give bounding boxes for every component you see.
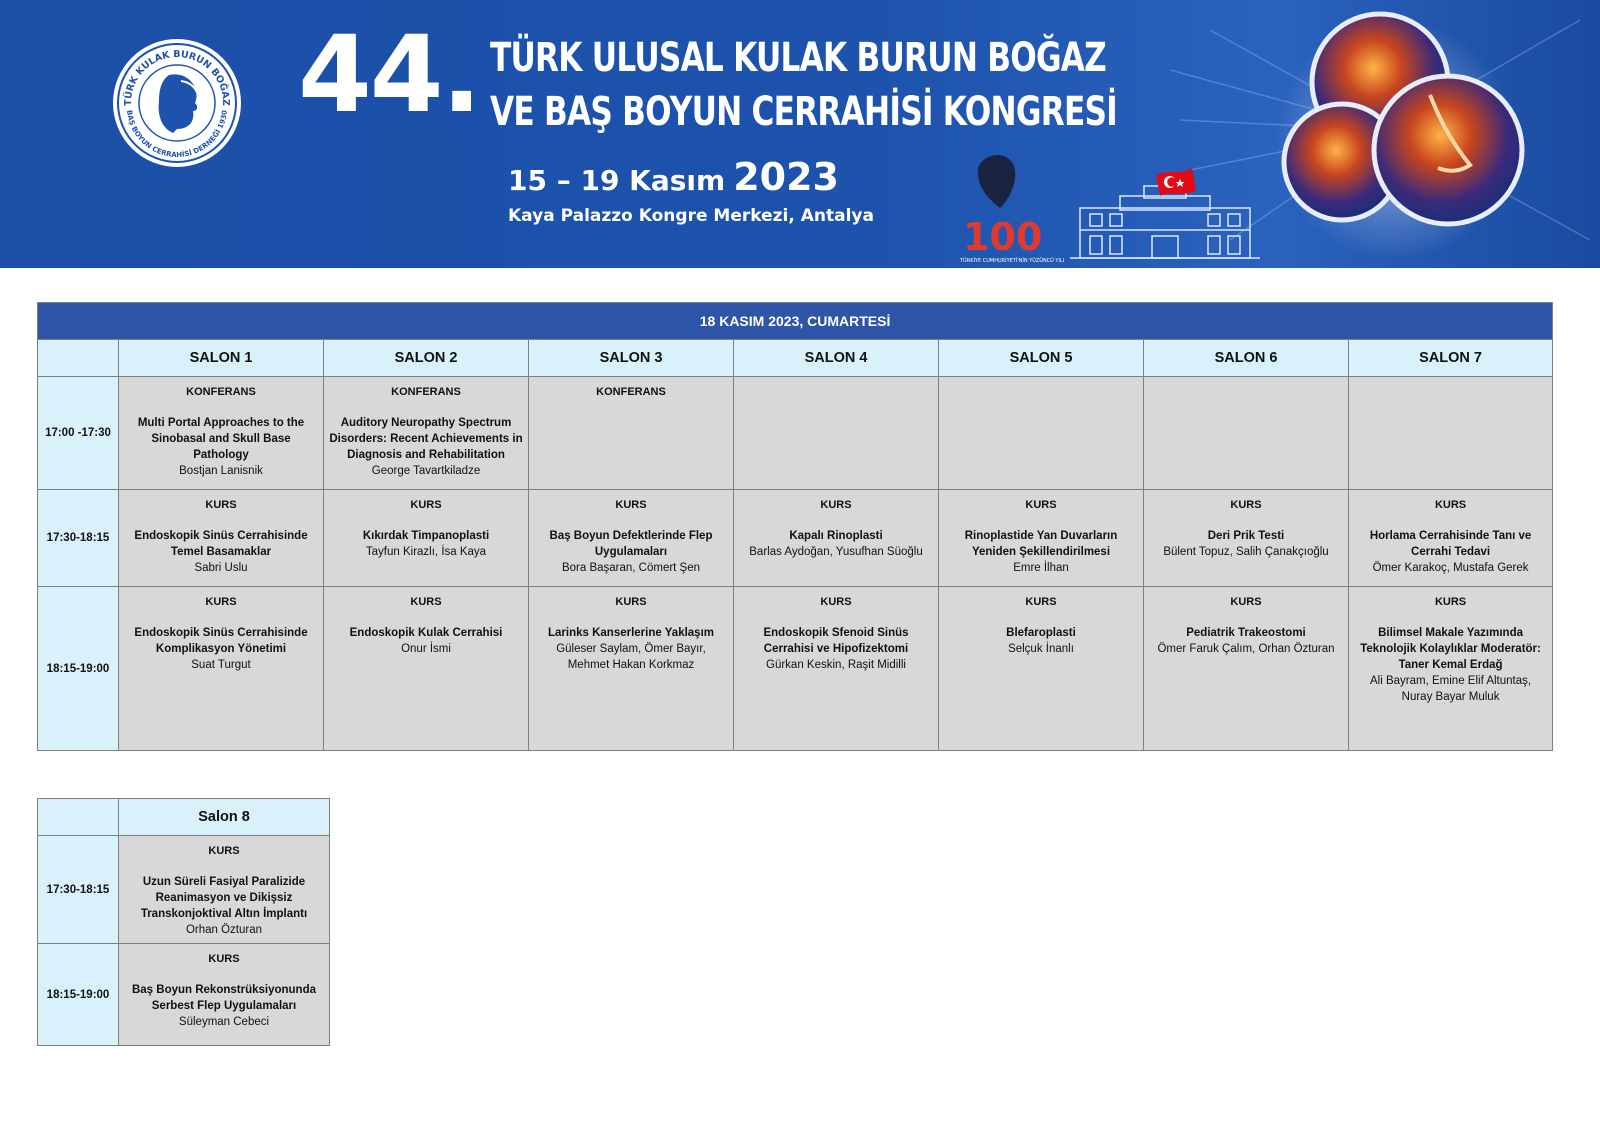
building-icon — [1070, 186, 1260, 258]
session-cell — [529, 377, 734, 490]
session-speakers: Onur İsmi — [401, 643, 451, 655]
session-cell — [324, 377, 529, 490]
session-title: Rinoplastide Yan Duvarların Yeniden Şekillendirilmesi — [964, 530, 1118, 558]
session-cell — [1349, 490, 1553, 587]
session-title: Bilimsel Makale Yazımında Teknolojik Kolaylıklar Moderatör: Taner Kemal Erdağ — [1360, 627, 1541, 671]
session-cell — [529, 490, 734, 587]
time-slot-row — [38, 944, 330, 1046]
empty-session-cell — [1349, 377, 1553, 490]
session-title: Multi Portal Approaches to the Sinobasal and Skull Base Pathology — [137, 417, 305, 461]
header-corner — [38, 340, 119, 377]
salon-6-header: SALON 6 — [1144, 340, 1349, 377]
session-cell — [324, 587, 529, 751]
society-logo — [111, 37, 243, 169]
turkish-flag-icon — [1156, 168, 1196, 196]
session-speakers: George Tavartkiladze — [371, 465, 481, 477]
time-slot-row — [38, 377, 1553, 490]
session-type: KURS — [205, 499, 237, 511]
salon-8-table — [37, 798, 330, 1046]
session-title: Kapalı Rinoplasti — [789, 530, 883, 542]
salon-8-header: Salon 8 — [119, 799, 330, 836]
salon-header-row — [38, 340, 1553, 377]
time-slot-row — [38, 587, 1553, 751]
schedule-date-header: 18 KASIM 2023, CUMARTESİ — [38, 303, 1553, 340]
congress-title-line2: VE BAŞ BOYUN CERRAHİSİ KONGRESİ — [490, 89, 1117, 135]
session-type: KONFERANS — [391, 386, 461, 398]
session-type: KURS — [410, 596, 442, 608]
empty-session-cell — [1144, 377, 1349, 490]
time-slot: 18:15-19:00 — [38, 587, 119, 751]
session-title: Endoskopik Sinüs Cerrahisinde Temel Basamaklar — [134, 530, 308, 558]
schedule-table — [37, 302, 1553, 751]
svg-text:TÜRKİYE CUMHURİYETİ'NİN YÜZÜNC: TÜRKİYE CUMHURİYETİ'NİN YÜZÜNCÜ YILI — [960, 258, 1065, 264]
header-corner — [38, 799, 119, 836]
session-title: Baş Boyun Defektlerinde Flep Uygulamaları — [549, 530, 713, 558]
congress-year: 2023 — [733, 155, 839, 199]
empty-session-cell — [734, 377, 939, 490]
session-speakers: Ömer Karakoç, Mustafa Gerek — [1372, 562, 1529, 574]
congress-banner — [0, 0, 1600, 268]
banner-decoration — [960, 0, 1600, 268]
congress-days: 15 – 19 Kasım — [508, 164, 726, 197]
time-slot: 18:15-19:00 — [38, 944, 119, 1046]
time-slot: 17:30-18:15 — [38, 836, 119, 944]
session-speakers: Ömer Faruk Çalım, Orhan Özturan — [1157, 643, 1335, 655]
edition-number: 44. — [298, 13, 480, 136]
session-cell — [734, 490, 939, 587]
session-title: Endoskopik Sinüs Cerrahisinde Komplikasyon Yönetimi — [134, 627, 308, 655]
session-cell — [1144, 490, 1349, 587]
session-type: KURS — [208, 953, 240, 965]
salon-4-header: SALON 4 — [734, 340, 939, 377]
session-type: KONFERANS — [596, 386, 666, 398]
congress-title-line1: TÜRK ULUSAL KULAK BURUN BOĞAZ — [490, 35, 1107, 81]
session-title: Endoskopik Sfenoid Sinüs Cerrahisi ve Hipofizektomi — [763, 627, 909, 655]
session-type: KURS — [1025, 596, 1057, 608]
session-speakers: Orhan Özturan — [185, 924, 263, 936]
salon-7-header: SALON 7 — [1349, 340, 1553, 377]
session-speakers: Gürkan Keskin, Raşit Midilli — [766, 659, 906, 671]
session-cell — [119, 377, 324, 490]
time-slot: 17:00 -17:30 — [38, 377, 119, 490]
session-type: KURS — [1230, 596, 1262, 608]
salon-2-header: SALON 2 — [324, 340, 529, 377]
session-type: KURS — [820, 499, 852, 511]
session-speakers: Suat Turgut — [191, 659, 251, 671]
time-slot-row — [38, 836, 330, 944]
session-title: Blefaroplasti — [1006, 627, 1076, 639]
session-cell — [939, 587, 1144, 751]
session-cell — [939, 490, 1144, 587]
session-cell — [119, 836, 330, 944]
session-type: KURS — [1434, 499, 1467, 511]
session-type: KURS — [820, 596, 852, 608]
centennial-emblem — [960, 155, 1064, 264]
session-speakers: Güleser Saylam, Ömer Bayır, — [556, 643, 706, 655]
session-type: KURS — [615, 596, 647, 608]
session-speakers: Tayfun Kirazlı, İsa Kaya — [365, 546, 487, 558]
session-title: Pediatrik Trakeostomi — [1186, 627, 1306, 639]
session-cell — [119, 490, 324, 587]
session-title: Horlama Cerrahisinde Tanı ve Cerrahi Tedavi — [1369, 530, 1532, 558]
session-speakers: Bora Başaran, Cömert Şen — [561, 562, 701, 574]
session-cell — [324, 490, 529, 587]
session-speakers: Barlas Aydoğan, Yusufhan Süoğlu — [749, 546, 923, 558]
salon-3-header: SALON 3 — [529, 340, 734, 377]
session-title: Endoskopik Kulak Cerrahisi — [349, 627, 503, 639]
salon-5-header: SALON 5 — [939, 340, 1144, 377]
session-title: Deri Prik Testi — [1207, 530, 1285, 542]
session-cell — [119, 944, 330, 1046]
session-title: Larinks Kanserlerine Yaklaşım — [548, 627, 714, 639]
congress-venue: Kaya Palazzo Kongre Merkezi, Antalya — [508, 206, 874, 226]
time-slot: 17:30-18:15 — [38, 490, 119, 587]
session-cell — [1144, 587, 1349, 751]
session-title: Uzun Süreli Fasiyal Paralizide Reanimasyon ve Dikişsiz Transkonjoktival Altın İmplantı — [140, 876, 308, 920]
session-type: KURS — [615, 499, 647, 511]
session-cell — [1349, 587, 1553, 751]
session-type: KURS — [1230, 499, 1262, 511]
session-title: Baş Boyun Rekonstrüksiyonunda Serbest Flep Uygulamaları — [131, 984, 317, 1012]
session-speakers: Sabri Uslu — [194, 562, 248, 574]
session-speakers: Süleyman Cebeci — [178, 1016, 270, 1028]
session-type: KURS — [1025, 499, 1057, 511]
session-cell — [529, 587, 734, 751]
orb-nose-icon — [1374, 76, 1522, 224]
session-type: KURS — [1434, 596, 1467, 608]
session-title: Auditory Neuropathy Spectrum Disorders: Recent Achievements in Diagnosis and Rehabilitation — [329, 417, 523, 461]
session-type: KURS — [205, 596, 237, 608]
session-speakers: Ali Bayram, Emine Elif Altuntaş, — [1370, 675, 1532, 687]
salon-1-header: SALON 1 — [119, 340, 324, 377]
session-type: KURS — [410, 499, 442, 511]
congress-dates — [508, 155, 839, 199]
session-speakers: Selçuk İnanlı — [1008, 643, 1074, 655]
session-type: KONFERANS — [186, 386, 256, 398]
svg-text:BAŞ BOYUN CERRAHİSİ DERNEĞİ 19: BAŞ BOYUN CERRAHİSİ DERNEĞİ 1930 — [125, 109, 229, 160]
time-slot-row — [38, 490, 1553, 587]
session-speakers: Mehmet Hakan Korkmaz — [567, 659, 695, 671]
svg-text:100: 100 — [963, 215, 1043, 259]
session-speakers: Bülent Topuz, Salih Çanakçıoğlu — [1163, 546, 1329, 558]
session-cell — [734, 587, 939, 751]
session-cell — [119, 587, 324, 751]
session-type: KURS — [208, 845, 240, 857]
session-speakers: Emre İlhan — [1013, 562, 1069, 574]
session-title: Kıkırdak Timpanoplasti — [362, 530, 490, 542]
session-speakers: Bostjan Lanisnik — [179, 465, 263, 477]
empty-session-cell — [939, 377, 1144, 490]
svg-text:TÜRK KULAK BURUN BOĞAZ: TÜRK KULAK BURUN BOĞAZ — [122, 48, 232, 106]
session-speakers: Nuray Bayar Muluk — [1401, 691, 1500, 703]
